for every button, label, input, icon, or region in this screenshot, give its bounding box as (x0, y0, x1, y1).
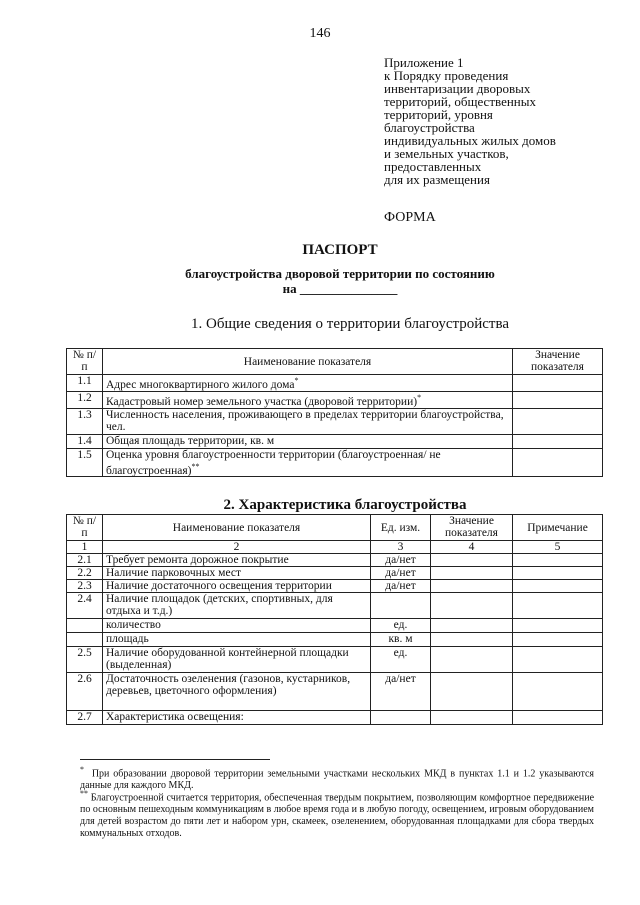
footnote-2 (80, 788, 594, 840)
row-note-cell (513, 580, 603, 593)
row-note-cell (513, 554, 603, 567)
row-note-cell (513, 593, 603, 619)
row-note-cell (513, 633, 603, 647)
table-row (67, 554, 603, 567)
appendix-line: к Порядку проведения (384, 68, 509, 83)
footnote-separator (80, 759, 270, 760)
row-value-cell (431, 673, 513, 711)
row-unit: да/нет (371, 580, 431, 593)
row-value-cell (513, 375, 603, 392)
row-name: Характеристика освещения: (103, 711, 371, 725)
row-name: Достаточность озеленения (газонов, кустарников, деревьев, цветочного оформления) (103, 673, 371, 711)
table-header-row (67, 515, 603, 541)
row-name: Наличие достаточного освещения территории (103, 580, 371, 593)
col-number: 4 (431, 541, 513, 554)
appendix-line: для их размещения (384, 172, 490, 187)
section1-heading: 1. Общие сведения о территории благоустройства (191, 316, 509, 332)
row-name: Требует ремонта дорожное покрытие (103, 554, 371, 567)
appendix-line: предоставленных (384, 159, 482, 174)
row-note-cell (513, 647, 603, 673)
row-unit (371, 593, 431, 619)
row-value-cell (431, 567, 513, 580)
header-unit: Ед. изм. (371, 515, 431, 541)
row-value-cell (431, 711, 513, 725)
header-value: Значение показателя (513, 349, 603, 375)
row-note-cell (513, 567, 603, 580)
row-value-cell (431, 647, 513, 673)
row-num: 1.3 (67, 408, 103, 434)
appendix-line: индивидуальных жилых домов (384, 133, 556, 148)
row-num: 1.5 (67, 448, 103, 477)
row-num: 1.2 (67, 391, 103, 408)
footnote-mark: * (80, 765, 84, 774)
row-num: 1.1 (67, 375, 103, 392)
appendix-line: Приложение 1 (384, 55, 464, 70)
table-row (67, 673, 603, 711)
row-num: 2.7 (67, 711, 103, 725)
appendix-line: территорий, общественных (384, 94, 536, 109)
row-value-cell (431, 580, 513, 593)
table-row (67, 711, 603, 725)
appendix-line: благоустройства (384, 120, 475, 135)
table-row (67, 434, 603, 448)
appendix-line: инвентаризации дворовых (384, 81, 531, 96)
row-num: 2.1 (67, 554, 103, 567)
row-name: Оценка уровня благоустроенности территории (благоустроенная/ не благоустроенная)** (103, 448, 513, 477)
page-number: 146 (309, 26, 331, 41)
row-value-cell (431, 619, 513, 633)
row-unit (371, 711, 431, 725)
row-num: 2.3 (67, 580, 103, 593)
row-unit: да/нет (371, 567, 431, 580)
subtitle-line: благоустройства дворовой территории по состоянию (185, 266, 495, 281)
table-row (67, 647, 603, 673)
col-number: 5 (513, 541, 603, 554)
row-num: 2.6 (67, 673, 103, 711)
row-value-cell (513, 408, 603, 434)
header-note: Примечание (513, 515, 603, 541)
row-name: количество (103, 619, 371, 633)
row-value-cell (431, 633, 513, 647)
header-name: Наименование показателя (103, 515, 371, 541)
row-note-cell (513, 711, 603, 725)
table-row (67, 375, 603, 392)
row-note-cell (513, 673, 603, 711)
row-num: 2.4 (67, 593, 103, 619)
row-name: Наличие оборудованной контейнерной площадки (выделенная) (103, 647, 371, 673)
row-value-cell (431, 554, 513, 567)
col-number: 3 (371, 541, 431, 554)
row-note-cell (513, 619, 603, 633)
header-name: Наименование показателя (103, 349, 513, 375)
footnote-mark: ** (80, 789, 88, 798)
col-number: 1 (67, 541, 103, 554)
row-unit: кв. м (371, 633, 431, 647)
row-name: Адрес многоквартирного жилого дома* (103, 375, 513, 392)
row-name: Наличие парковочных мест (103, 567, 371, 580)
row-name: Наличие площадок (детских, спортивных, для отдыха и т.д.) (103, 593, 371, 619)
form-label: ФОРМА (384, 210, 436, 225)
row-num (67, 633, 103, 647)
general-info-table (66, 348, 603, 477)
table-row (67, 391, 603, 408)
appendix-note (384, 56, 556, 186)
characteristics-table (66, 514, 603, 725)
column-number-row (67, 541, 603, 554)
table-row (67, 580, 603, 593)
row-unit: да/нет (371, 673, 431, 711)
appendix-line: территорий, уровня (384, 107, 493, 122)
col-number: 2 (103, 541, 371, 554)
row-num: 2.2 (67, 567, 103, 580)
document-title: ПАСПОРТ (302, 242, 378, 258)
table-row (67, 408, 603, 434)
footnote-text: Благоустроенной считается территория, обеспеченная твердым покрытием, позволяющим комфортное передвижение по основным пешеходным коммуникациям в любое время года и в любую погоду, освещением, игровым оборудованием для детей возрастом до пяти лет и набором урн, скамеек, озеленением, оборудованная площадками для сбора твердых коммунальных отходов. (80, 792, 595, 840)
row-num (67, 619, 103, 633)
row-name: площадь (103, 633, 371, 647)
row-unit: ед. (371, 619, 431, 633)
row-value-cell (513, 434, 603, 448)
row-name: Кадастровый номер земельного участка (дворовой территории)* (103, 391, 513, 408)
appendix-line: и земельных участков, (384, 146, 509, 161)
section2-heading: 2. Характеристика благоустройства (223, 497, 467, 513)
header-num: № п/п (67, 349, 103, 375)
row-unit: ед. (371, 647, 431, 673)
row-value-cell (513, 391, 603, 408)
row-name: Общая площадь территории, кв. м (103, 434, 513, 448)
row-name: Численность населения, проживающего в пределах территории благоустройства, чел. (103, 408, 513, 434)
header-value: Значение показателя (431, 515, 513, 541)
header-num: № п/п (67, 515, 103, 541)
document-subtitle (0, 266, 640, 296)
table-row (67, 619, 603, 633)
table-row (67, 633, 603, 647)
table-row (67, 593, 603, 619)
table-row (67, 448, 603, 477)
table-header-row (67, 349, 603, 375)
row-num: 2.5 (67, 647, 103, 673)
table-row (67, 567, 603, 580)
subtitle-date-line: на _______________ (282, 281, 398, 296)
row-num: 1.4 (67, 434, 103, 448)
row-value-cell (513, 448, 603, 477)
footnote-text: При образовании дворовой территории земельными участками нескольких МКД в пунктах 1.1 и 1.2 указываются данные для каждого МКД. (80, 768, 595, 792)
row-value-cell (431, 593, 513, 619)
row-unit: да/нет (371, 554, 431, 567)
